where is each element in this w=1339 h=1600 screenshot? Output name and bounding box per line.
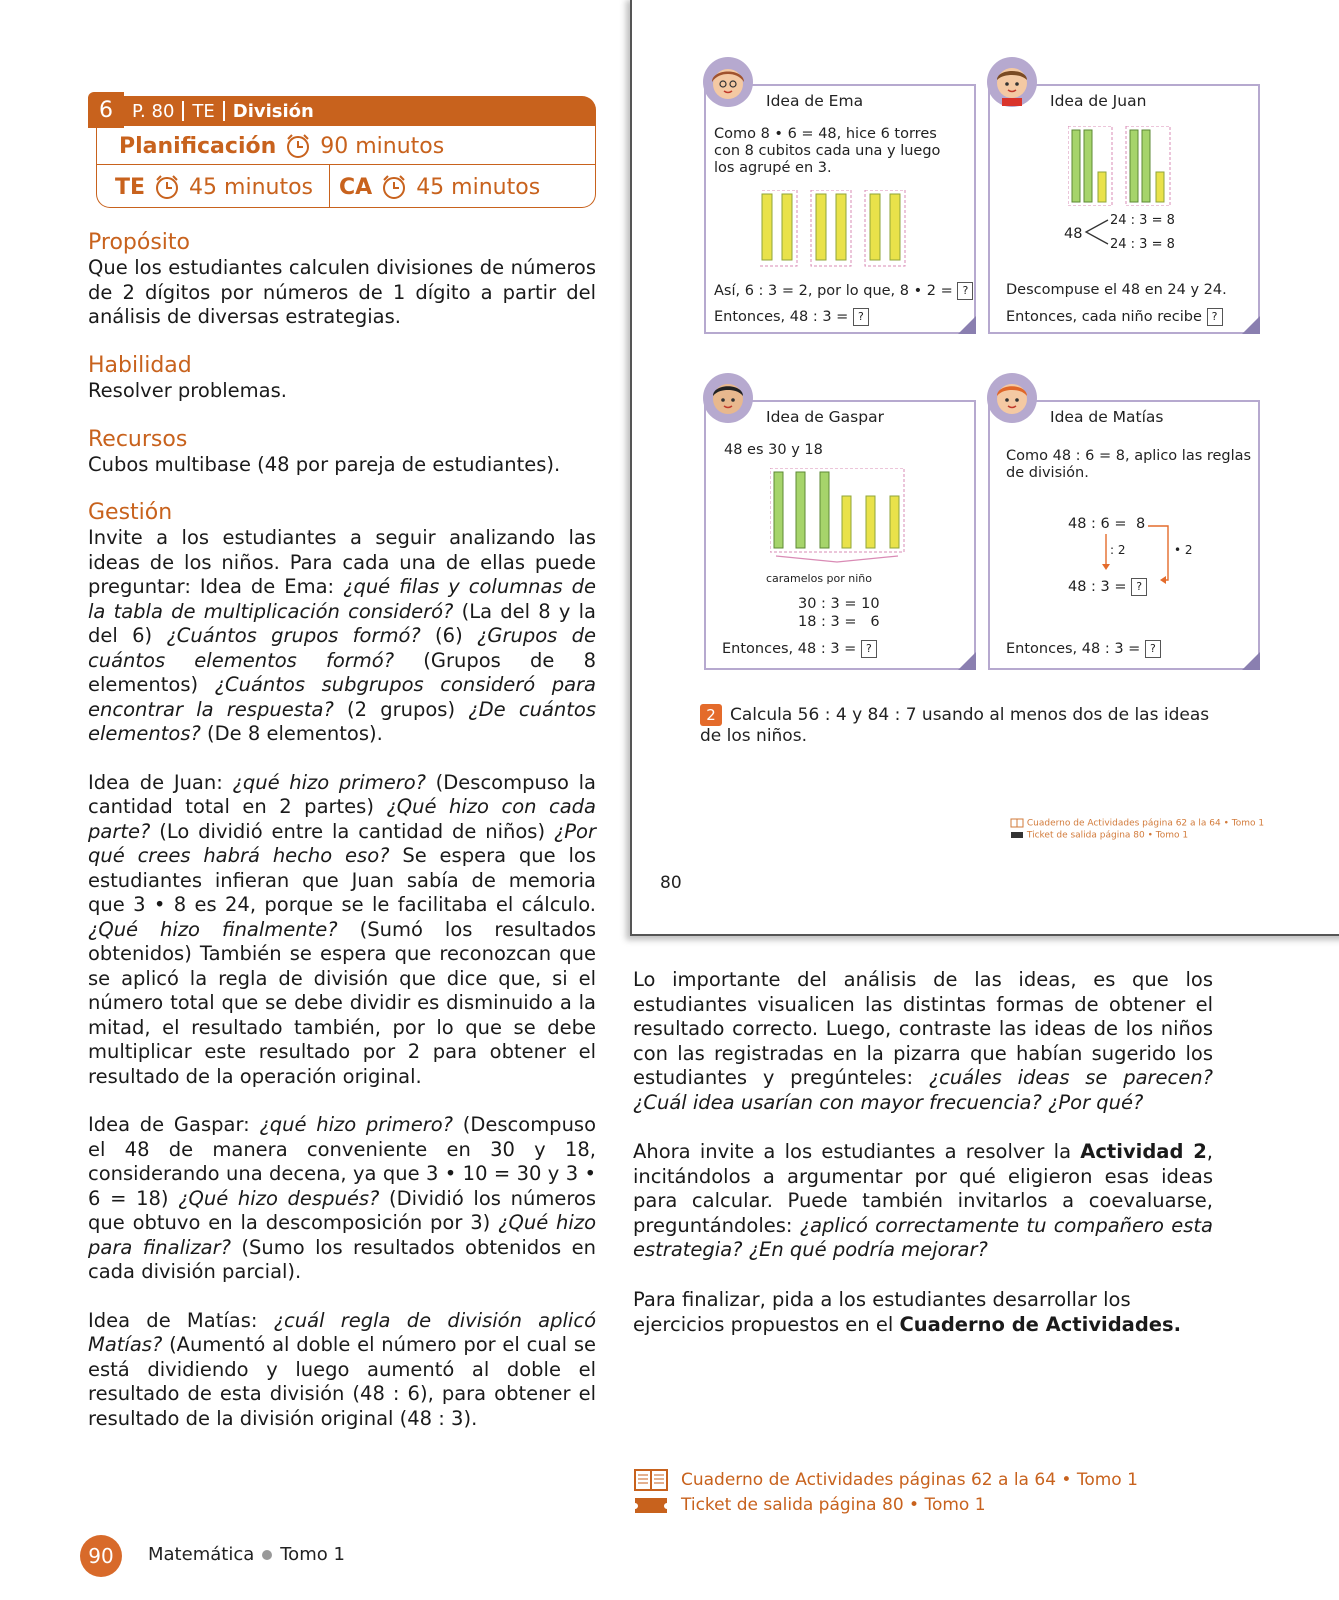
cube-towers-illustration <box>760 190 920 270</box>
boy-avatar-icon <box>986 56 1038 108</box>
lesson-bar <box>124 96 596 126</box>
gaspar-text: 48 es 30 y 18 <box>724 442 823 458</box>
lesson-number: 6 <box>88 92 124 128</box>
habilidad-text: Resolver problemas. <box>88 379 287 402</box>
card-ema <box>704 84 976 334</box>
alarm-clock-icon <box>153 173 181 201</box>
matias-eq-1-result: 8 <box>1136 516 1146 532</box>
proposito-section <box>88 230 596 330</box>
te-ref: TE <box>192 100 215 122</box>
alarm-clock-icon <box>284 132 312 160</box>
juan-line-2: Entonces, cada niño recibe ? <box>1006 308 1256 326</box>
ref-cuaderno: Cuaderno de Actividades páginas 62 a la 64 • Tomo 1 <box>633 1467 1138 1493</box>
matias-eq-1: 48 : 6 = <box>1068 516 1127 532</box>
recursos-title: Recursos <box>88 427 188 452</box>
planificacion-time: 90 minutos <box>320 133 445 159</box>
textbook-ref-cuaderno: Cuaderno de Actividades página 62 a la 64 • Tomo 1 <box>1010 818 1264 829</box>
juan-title: Idea de Juan <box>1050 92 1147 110</box>
gestion-title: Gestión <box>88 500 173 525</box>
book-icon <box>633 1467 669 1493</box>
right-paragraph-3: Para finalizar, pida a los estudiantes desarrollar los ejercicios propuestos en el Cuaderno de Actividades. <box>633 1288 1182 1336</box>
recursos-text: Cubos multibase (48 por pareja de estudiantes). <box>88 453 561 476</box>
base-ten-blocks-illustration <box>1068 126 1178 206</box>
matias-title: Idea de Matías <box>1050 408 1164 426</box>
habilidad-title: Habilidad <box>88 353 192 378</box>
juan-eq-1: 24 : 3 = 8 <box>1110 213 1175 228</box>
gestion-paragraph-matias: Idea de Matías: ¿cuál regla de división aplicó Matías? (Aumentó al doble el número por el cual se está dividiendo y luego aumentó al doble el resultado de esta división (48 : 6), para obtener el resultado de la división original (48 : 3). <box>88 1308 596 1430</box>
ca-time: 45 minutos <box>416 174 541 200</box>
recursos-section <box>88 427 596 478</box>
ticket-icon <box>633 1495 669 1515</box>
ticket-icon <box>1010 830 1024 840</box>
juan-48: 48 <box>1064 226 1083 242</box>
planning-box <box>96 126 596 208</box>
proposito-title: Propósito <box>88 230 190 255</box>
proposito-text: Que los estudiantes calculen divisiones de números de 2 dígitos por números de 1 dígito a partir del análisis de diversas estrategias. <box>88 256 596 328</box>
lesson-header <box>88 96 596 208</box>
textbook-page-number: 80 <box>660 873 682 893</box>
gaspar-eq-1: 30 : 3 = 10 <box>798 596 880 612</box>
gestion-paragraph-juan: Idea de Juan: ¿qué hizo primero? (Descompuso la cantidad total en 2 partes) ¿Qué hizo con cada parte? (Lo dividió entre la cantidad de niños) ¿Por qué crees habrá hecho eso? Se espera que los estudiantes infieran que Juan sabía de memoria que 3 • 8 es 24, porque se le facilitaba el cálculo. ¿Qué hizo finalmente? (Sumó los resultados obtenidos) También se espera que reconozcan que se aplicó la regla de división que dice que, si el número total que se debe dividir es disminuido a la mitad, el resultado también, por lo que se debe multiplicar este resultado por 2 para obtener el resultado de la operación original. <box>88 770 596 1088</box>
gaspar-eq-2: 18 : 3 = 6 <box>798 614 880 630</box>
ema-line-1: Así, 6 : 3 = 2, por lo que, 8 • 2 = ? <box>714 282 974 300</box>
boy-avatar-icon <box>702 372 754 424</box>
card-gaspar <box>704 400 976 670</box>
matias-eq-2: 48 : 3 = ? <box>1068 578 1147 596</box>
page-ref: P. 80 <box>132 100 175 122</box>
textbook-ref-ticket: Ticket de salida página 80 • Tomo 1 <box>1010 830 1188 841</box>
activity-2 <box>700 704 1220 746</box>
alarm-clock-icon <box>380 173 408 201</box>
gaspar-caption: caramelos por niño <box>766 572 873 585</box>
textbook-page <box>630 0 1339 936</box>
activity-number: 2 <box>700 704 722 726</box>
book-icon <box>1010 818 1024 828</box>
gestion-section <box>88 500 596 1431</box>
juan-eq-2: 24 : 3 = 8 <box>1110 237 1175 252</box>
card-juan <box>988 84 1260 334</box>
gestion-paragraph-gaspar: Idea de Gaspar: ¿qué hizo primero? (Descompuso el 48 de manera conveniente en 30 y 18, considerando una decena, ya que 3 • 10 = 30 y 3 • 6 = 18) ¿Qué hizo después? (Dividió los números que obtuvo en la descomposición por 3) ¿Qué hizo para finalizar? (Sumo los resultados obtenidos en cada división parcial). <box>88 1113 597 1283</box>
habilidad-section <box>88 353 596 404</box>
split-arrow-icon <box>1084 218 1110 248</box>
activity-text: Calcula 56 : 4 y 84 : 7 usando al menos dos de las ideas de los niños. <box>700 705 1210 746</box>
right-paragraph-1: Lo importante del análisis de las ideas, es que los estudiantes visualicen las distintas formas de obtener el resultado correcto. Luego, contraste las ideas de los niños con las registradas en la pizarra que habían sugerido los estudiantes y pregúnteles: ¿cuáles ideas se parecen? ¿Cuál idea usarían con mayor frecuencia? ¿Por qué? <box>633 968 1213 1114</box>
topic: División <box>232 100 314 122</box>
right-paragraph-2: Ahora invite a los estudiantes a resolver la Actividad 2, incitándolos a argumentar por qué eligieron esas ideas para calcular. Puede también invitarlos a coevaluarse, preguntándoles: ¿aplicó correctamente tu compañero esta estrategia? ¿En qué podría mejorar? <box>633 1140 1213 1261</box>
gaspar-title: Idea de Gaspar <box>766 408 884 426</box>
ca-label: CA <box>339 174 373 200</box>
folio-page-number: 90 <box>80 1535 122 1577</box>
planificacion-label: Planificación <box>119 133 277 159</box>
juan-line-1: Descompuse el 48 en 24 y 24. <box>1006 282 1227 298</box>
ref-ticket: Ticket de salida página 80 • Tomo 1 <box>633 1495 986 1515</box>
matias-line: Entonces, 48 : 3 = ? <box>1006 640 1256 658</box>
card-matias <box>988 400 1260 670</box>
base-ten-blocks-illustration <box>770 468 910 564</box>
footer-subject: Matemática Tomo 1 <box>148 1544 345 1565</box>
gestion-paragraph-ema: Invite a los estudiantes a seguir analizando las ideas de los niños. Para cada una de ellas puede preguntar: Idea de Ema: ¿qué filas y columnas de la tabla de multiplicación consideró? (La del 8 y la del 6) ¿Cuántos grupos formó? (6) ¿Grupos de cuántos elementos formó? (Grupos de 8 elementos) ¿Cuántos subgrupos consideró para encontrar la respuesta? (2 grupos) ¿De cuántos elementos? (De 8 elementos). <box>88 526 597 745</box>
boy-avatar-icon <box>986 372 1038 424</box>
te-label: TE <box>115 174 146 200</box>
gaspar-line: Entonces, 48 : 3 = ? <box>722 640 972 658</box>
matias-div-2: : 2 <box>1110 543 1126 557</box>
girl-avatar-icon <box>702 56 754 108</box>
ema-line-2: Entonces, 48 : 3 = ? <box>714 308 974 326</box>
te-time: 45 minutos <box>189 174 314 200</box>
matias-text: Como 48 : 6 = 8, aplico las reglas de división. <box>1006 448 1252 481</box>
ema-title: Idea de Ema <box>766 92 864 110</box>
matias-mul-2: • 2 <box>1174 543 1193 557</box>
ema-text: Como 8 • 6 = 48, hice 6 torres con 8 cubitos cada una y luego los agrupé en 3. <box>714 126 941 176</box>
